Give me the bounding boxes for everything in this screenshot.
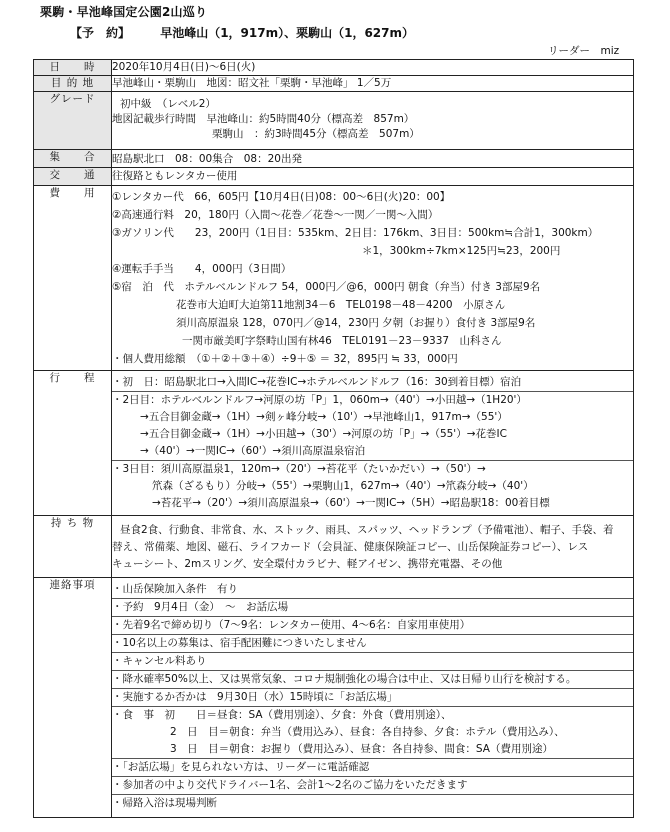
route-day2-d: →（40'）→一関IC→（60'）→須川高原温泉宿泊 [112, 443, 633, 461]
value-cost [112, 186, 634, 371]
contact-insurance: ・山岳保険加入条件 有り [112, 581, 633, 599]
route-day2-c: →五合目御金蔵→（1H）→小田越→（30'）→河原の坊「P」→（55'）→花巻IC [140, 428, 507, 440]
document-title: 栗駒・早池峰国定公園2山巡り [40, 5, 208, 19]
row-items [34, 516, 634, 578]
row-destination [34, 76, 634, 92]
contact-reservation: ・予約 9月4日（金） ～ お話広場 [112, 599, 633, 617]
items-line-2: 替え、常備薬、地図、磁石、ライフカード（会員証、健康保険証コピー、山岳保険証券コピー）、レス [112, 541, 589, 553]
label-contact: 連絡事項 [34, 578, 112, 818]
route-day3-b: 笊森（ざるもり）分岐→（55'）→栗駒山1，627m→（40'）→笊森分岐→（40'） [152, 480, 534, 492]
contact-meals-day2: 2 日 目＝朝食：弁当（費用込み）、昼食：各自持参、夕食：ホテル（費用込み）、 [170, 726, 565, 738]
contact-cancel-fee: ・キャンセル料あり [112, 653, 633, 671]
items-line-1: 昼食2食、行動食、非常食、水、ストック、雨具、スパッツ、ヘッドランプ（予備電池）、帽子、手袋、着 [120, 524, 614, 536]
grade-time-kurikoma: 栗駒山 ：約3時間45分（標高差 507m） [212, 128, 420, 140]
value-date: 2020年10月4日(日)～6日(火) [112, 60, 634, 76]
route-day3-c: →苔花平→（20'）→須川高原温泉→（60'）→一関IC→（5H）→昭島駅18：00着目標 [152, 497, 550, 509]
contact-weather: ・降水確率50%以上、又は異常気象、コロナ規制強化の場合は中止、又は日帰り山行を検討する。 [112, 671, 633, 689]
row-route [34, 371, 634, 516]
cost-gasoline: ③ガソリン代 23，200円（1日目：535km、2日目：176km、3日目：500km≒合計1，300km） [112, 227, 599, 239]
row-transport [34, 168, 634, 186]
contact-decision: ・実施するか否かは 9月30日（水）15時頃に「お話広場」 [112, 689, 633, 707]
value-destination: 早池峰山・栗駒山 地図：昭文社「栗駒・早池峰」 1／5万 [112, 76, 634, 92]
label-meeting: 集 合 [34, 150, 112, 168]
label-date: 日 時 [34, 60, 112, 76]
route-day3-a: ・3日目：須川高原温泉1，120m→（20'）→苔花平（たいかだい）→（50'）→ [112, 463, 486, 475]
route-day1: ・初 日：昭島駅北口→入間IC→花巻IC→ホテルベルンドルフ（16：30到着目標）宿泊 [112, 374, 633, 392]
cost-total: ・個人費用総額 （①＋②＋③＋④）÷9＋⑤ ＝ 32，895円 ≒ 33，000円 [112, 353, 458, 365]
label-destination: 目 的 地 [34, 76, 112, 92]
label-cost: 費 用 [34, 186, 112, 371]
cost-rental-car: ①レンタカー代 66，605円【10月4日(日)08：00～6日(火)20：00】 [112, 191, 451, 203]
value-route [112, 371, 634, 516]
label-items: 持 ち 物 [34, 516, 112, 578]
reservation-heading [70, 24, 414, 41]
items-line-3: キューシート、2mスリング、安全環付カラビナ、軽アイゼン、携帯充電器、その他 [112, 558, 503, 570]
reserve-label: 【予 約】 [70, 26, 131, 40]
value-grade [112, 92, 634, 150]
mountain-hayachine: 早池峰山（1，917m）、 [160, 26, 297, 40]
contact-drivers: ・参加者の中より交代ドライバー1名、会計1～2名のご協力をいただきます [112, 777, 633, 795]
grade-time-hayachine: 地図記載歩行時間 早池峰山：約5時間40分（標高差 857m） [112, 113, 415, 125]
value-contact [112, 578, 634, 818]
cost-gasoline-calc: ＊1，300km÷7km×125円≒23，200円 [362, 245, 561, 257]
route-day2-b: →五合目御金蔵→（1H）→剣ヶ峰分岐→（10'）→早池峰山1，917m→（55'） [140, 411, 508, 423]
label-transport: 交 通 [34, 168, 112, 186]
cost-onsen-address: 一関市厳美町字祭畤山国有林46 TEL0191－23－9337 山科さん [182, 335, 502, 347]
cost-lodging-onsen: 須川高原温泉 128，070円／@14，230円 夕朝（お握り）食付き 3部屋9名 [176, 317, 536, 329]
cost-toll: ②高速通行料 20，180円（入間～花巻／花巻～一関／一関～入間） [112, 209, 439, 221]
label-route: 行 程 [34, 371, 112, 516]
cost-lodging-hotel: ⑤宿 泊 代 ホテルベルンドルフ 54，000円／@6，000円 朝食（弁当）付き 3部屋9名 [112, 281, 541, 293]
route-day2-a: ・2日目：ホテルベルンドルフ→河原の坊「P」1，060m→（40'）→小田越→（1H20'） [112, 394, 527, 406]
label-grade: グレード [34, 92, 112, 150]
mountain-kurikoma: 栗駒山（1，627m） [296, 26, 415, 40]
plan-table [33, 59, 634, 818]
leader-name: リーダー miz [548, 45, 620, 57]
row-grade [34, 92, 634, 150]
contact-phone-check: ・「お話広場」を見られない方は、リーダーに電話確認 [112, 759, 633, 777]
value-items [112, 516, 634, 578]
contact-bath: ・帰路入浴は現場判断 [112, 797, 217, 809]
row-meeting [34, 150, 634, 168]
cost-hotel-address: 花巻市大迫町大迫第11地割34－6 TEL0198－48－4200 小原さん [176, 299, 506, 311]
value-transport: 往復路ともレンタカー使用 [112, 168, 634, 186]
value-meeting: 昭島駅北口 08：00集合 08：20出発 [112, 150, 634, 168]
contact-meals-day1: ・食 事 初 日＝昼食：SA（費用別途）、夕食：外食（費用別途）、 [112, 709, 452, 721]
contact-limit: ・10名以上の募集は、宿手配困難につきいたしません [112, 635, 633, 653]
row-date [34, 60, 634, 76]
grade-level: 初中級 （レベル2） [120, 98, 216, 110]
contact-meals-day3: 3 日 目＝朝食：お握り（費用込み）、昼食：各自持参、間食：SA（費用別途） [112, 741, 633, 759]
row-contact [34, 578, 634, 818]
row-cost [34, 186, 634, 371]
contact-capacity: ・先着9名で締め切り（7～9名：レンタカー使用、4～6名：自家用車使用） [112, 617, 633, 635]
cost-driver-allowance: ④運転手手当 4，000円（3日間） [112, 263, 292, 275]
